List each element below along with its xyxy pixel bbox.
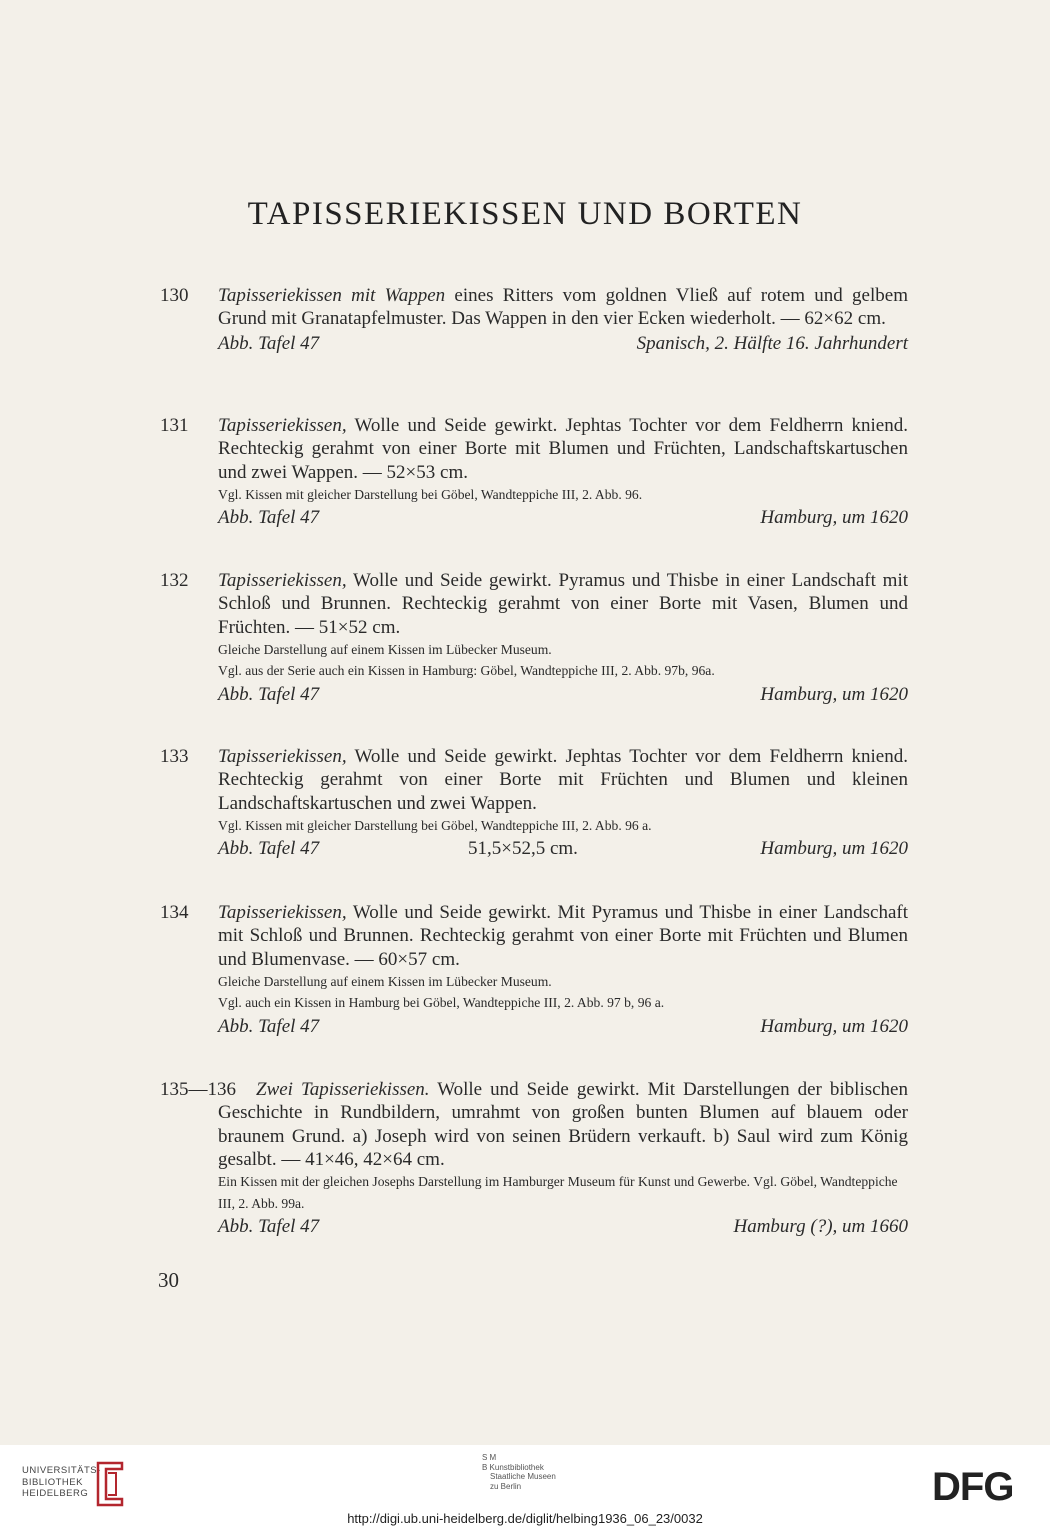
library-name bbox=[22, 1465, 101, 1500]
entry-note: Ein Kissen mit der gleichen Josephs Darstellung im Hamburger Museum für Kunst und Gewerbe. Vgl. Göbel, Wandteppiche III, 2. Abb. 99a. bbox=[218, 1174, 898, 1211]
page-number: 30 bbox=[158, 1268, 179, 1292]
entry-name: Zwei Tapisseriekissen. bbox=[256, 1079, 430, 1100]
entry-text: Wolle und Seide gewirkt. Jephtas Tochter vor dem Feldherrn kniend. Rechteckig gerahmt von einer Borte mit Blumen und Früchten, Landschaftskartuschen und zwei Wappen. — 52×53 cm. bbox=[218, 415, 908, 483]
entry-description bbox=[218, 414, 908, 484]
entry-text: Wolle und Seide gewirkt. Mit Darstellungen der biblischen Geschichte in Rundbildern, umrahmt von großen bunten Blumen auf blauem oder braunem Grund. a) Joseph wird von seinen Brüdern verkauft. b) Saul wird zum König gesalbt. — 41×46, 42×64 cm. bbox=[218, 1079, 908, 1170]
stamp-line: S M bbox=[482, 1453, 497, 1462]
entry-description bbox=[218, 901, 908, 971]
entry-plate: Abb. Tafel 47 bbox=[218, 1015, 320, 1037]
entry-text: Wolle und Seide gewirkt. Jephtas Tochter vor dem Feldherrn kniend. Rechteckig gerahmt von einer Borte mit Früchten und Blumen und kleinen Landschaftskartuschen und zwei Wappen. bbox=[218, 746, 908, 814]
library-name-line: BIBLIOTHEK bbox=[22, 1476, 83, 1488]
source-url[interactable]: http://digi.ub.uni-heidelberg.de/diglit/helbing1936_06_23/0032 bbox=[347, 1511, 703, 1526]
dfg-logo: DFG bbox=[932, 1465, 1014, 1509]
entry-footer bbox=[218, 836, 908, 864]
entry-plate: Abb. Tafel 47 bbox=[218, 1216, 320, 1238]
stamp-line: B Kunstbibliothek bbox=[482, 1462, 544, 1472]
entry-footer bbox=[218, 682, 908, 710]
library-name-line: HEIDELBERG bbox=[22, 1488, 89, 1499]
entry-number: 135—136 bbox=[160, 1079, 236, 1100]
entry-footer bbox=[218, 331, 908, 359]
entry-note: Gleiche Darstellung auf einem Kissen im Lübecker Museum. bbox=[218, 641, 552, 657]
entry-description bbox=[218, 569, 908, 639]
entry-footer bbox=[218, 1214, 908, 1242]
entry-footer bbox=[218, 1014, 908, 1042]
entry-text: eines Ritters vom goldnen Vließ auf rotem und gelbem Grund mit Granatapfelmuster. Das Wappen in den vier Ecken wiederholt. — 62×62 cm. bbox=[218, 285, 908, 330]
entry-name: Tapisseriekissen, bbox=[218, 570, 347, 591]
library-logo-icon bbox=[92, 1459, 128, 1511]
entry-origin: Hamburg, um 1620 bbox=[760, 838, 908, 860]
entry-description bbox=[218, 284, 908, 331]
entry-note: Vgl. Kissen mit gleicher Darstellung bei Göbel, Wandteppiche III, 2. Abb. 96 a. bbox=[218, 817, 652, 833]
entry-origin: Hamburg (?), um 1660 bbox=[733, 1216, 908, 1238]
entry-name: Tapisseriekissen, bbox=[218, 415, 347, 436]
entry-footer bbox=[218, 505, 908, 533]
entry-origin: Hamburg, um 1620 bbox=[760, 1015, 908, 1037]
entry-number: 132 bbox=[160, 570, 189, 591]
entry-origin: Hamburg, um 1620 bbox=[760, 683, 908, 705]
museum-stamp bbox=[482, 1453, 556, 1491]
entry-description bbox=[218, 745, 908, 815]
entry-description bbox=[218, 1078, 908, 1171]
stamp-line: Staatliche Museen bbox=[490, 1472, 556, 1481]
entry-origin: Spanisch, 2. Hälfte 16. Jahrhundert bbox=[636, 332, 908, 354]
entry-text: Wolle und Seide gewirkt. Mit Pyramus und Thisbe in einer Landschaft mit Schloß und Brunnen. Rechteckig gerahmt von einer Borte mit Früchten und Blumen und Blumenvase. — 60×57 cm. bbox=[218, 902, 908, 970]
entry-note: Vgl. Kissen mit gleicher Darstellung bei Göbel, Wandteppiche III, 2. Abb. 96. bbox=[218, 486, 643, 502]
entry-note: Vgl. auch ein Kissen in Hamburg bei Göbel, Wandteppiche III, 2. Abb. 97 b, 96 a. bbox=[218, 995, 665, 1011]
entry-number: 130 bbox=[160, 285, 189, 306]
entry-plate: Abb. Tafel 47 bbox=[218, 683, 320, 705]
entry-number: 131 bbox=[160, 415, 189, 436]
entry-name: Tapisseriekissen, bbox=[218, 746, 347, 767]
entry-number: 133 bbox=[160, 746, 189, 767]
page-title: TAPISSERIEKISSEN UND BORTEN bbox=[247, 196, 803, 232]
entry-number: 134 bbox=[160, 902, 189, 923]
entry-size: 51,5×52,5 cm. bbox=[468, 838, 578, 860]
library-name-line: UNIVERSITÄTS- bbox=[22, 1465, 101, 1476]
entry-name: Tapisseriekissen, bbox=[218, 902, 347, 923]
digitization-footer bbox=[0, 1445, 1050, 1527]
entry-text: Wolle und Seide gewirkt. Pyramus und Thisbe in einer Landschaft mit Schloß und Brunnen. Rechteckig gerahmt von einer Borte mit Vasen, Blumen und Früchten. — 51×52 cm. bbox=[218, 570, 908, 638]
entry-note: Gleiche Darstellung auf einem Kissen im Lübecker Museum. bbox=[218, 973, 552, 989]
entry-plate: Abb. Tafel 47 bbox=[218, 507, 320, 529]
entry-origin: Hamburg, um 1620 bbox=[760, 507, 908, 529]
entry-plate: Abb. Tafel 47 bbox=[218, 838, 320, 860]
entry-note: Vgl. aus der Serie auch ein Kissen in Hamburg: Göbel, Wandteppiche III, 2. Abb. 97b, 96a. bbox=[218, 663, 715, 679]
entry-plate: Abb. Tafel 47 bbox=[218, 332, 320, 354]
stamp-line: zu Berlin bbox=[490, 1481, 522, 1491]
entry-name: Tapisseriekissen mit Wappen bbox=[218, 285, 446, 306]
